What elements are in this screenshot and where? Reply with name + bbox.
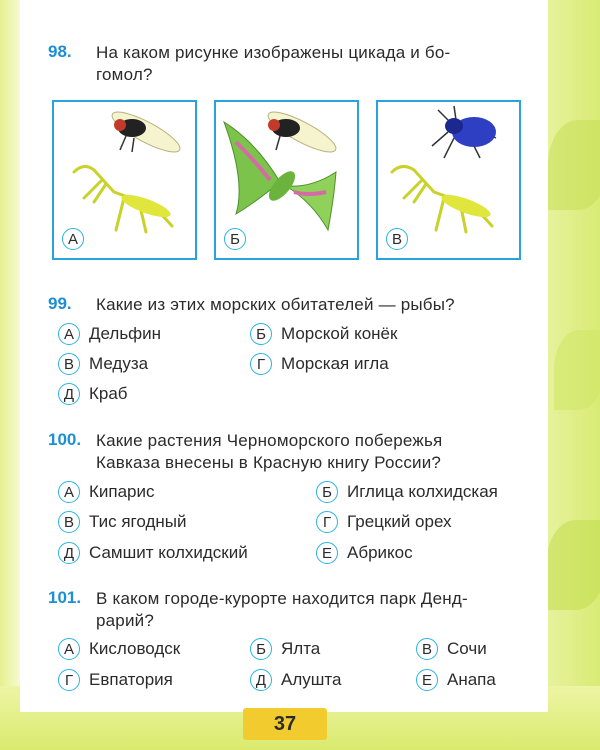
option-label: Абрикос	[347, 543, 413, 562]
option-label: Морская игла	[281, 354, 389, 373]
question-98-line-2: гомол?	[96, 65, 153, 84]
q101-option-f[interactable]	[416, 668, 496, 692]
q100-option-c[interactable]	[58, 510, 187, 534]
question-99-text: Какие из этих морских обитателей — рыбы?	[96, 295, 455, 314]
option-letter: Б	[316, 481, 338, 503]
option-letter: Д	[250, 669, 272, 691]
option-letter: Б	[250, 638, 272, 660]
q100-option-a[interactable]	[58, 480, 155, 504]
option-letter: А	[58, 323, 80, 345]
option-letter: Г	[58, 669, 80, 691]
page-number: 37	[243, 708, 327, 740]
option-label: Кипарис	[89, 482, 155, 501]
option-letter: Е	[416, 669, 438, 691]
option-letter: В	[416, 638, 438, 660]
option-label: Дельфин	[89, 324, 162, 343]
q101-option-a[interactable]	[58, 637, 180, 661]
option-label: Анапа	[447, 670, 496, 689]
option-letter: Г	[250, 353, 272, 375]
picture-b-letter-badge: Б	[224, 228, 246, 250]
option-label: Самшит колхидский	[89, 543, 248, 562]
q99-option-d[interactable]	[250, 352, 389, 376]
option-label: Медуза	[89, 354, 149, 373]
q101-option-e[interactable]	[250, 668, 341, 692]
q99-option-c[interactable]	[58, 352, 148, 376]
q101-option-d[interactable]	[58, 668, 173, 692]
picture-option-a[interactable]	[52, 100, 197, 260]
picture-a-letter-badge: А	[62, 228, 84, 250]
question-98-number: 98.	[48, 42, 72, 61]
option-label: Грецкий орех	[347, 512, 452, 531]
picture-option-b[interactable]	[214, 100, 359, 260]
option-letter: Д	[58, 542, 80, 564]
option-letter: А	[58, 638, 80, 660]
question-100-line-1: Какие растения Черноморского побережья	[96, 431, 443, 450]
option-letter: В	[58, 511, 80, 533]
q101-option-c[interactable]	[416, 637, 487, 661]
option-label: Краб	[89, 384, 128, 403]
option-letter: Г	[316, 511, 338, 533]
option-label: Евпатория	[89, 670, 173, 689]
question-101-line-2: рарий?	[96, 611, 155, 630]
question-99-number: 99.	[48, 294, 72, 313]
q99-option-a[interactable]	[58, 322, 161, 346]
q100-option-d[interactable]	[316, 510, 452, 534]
option-letter: Д	[58, 383, 80, 405]
option-letter: Е	[316, 542, 338, 564]
question-100-text	[96, 430, 526, 474]
question-98-line-1: На каком рисунке изображены цикада и бо-	[96, 43, 451, 62]
option-label: Кисловодск	[89, 639, 181, 658]
right-margin-decoration	[540, 0, 600, 750]
option-letter: А	[58, 481, 80, 503]
option-label: Иглица колхидская	[347, 482, 498, 501]
question-101-number: 101.	[48, 588, 82, 607]
question-101-text	[96, 588, 526, 632]
question-100-number: 100.	[48, 430, 82, 449]
picture-option-c[interactable]	[376, 100, 521, 260]
q101-option-b[interactable]	[250, 637, 320, 661]
question-98-text	[96, 42, 516, 86]
option-label: Алушта	[281, 670, 342, 689]
option-label: Сочи	[447, 639, 487, 658]
option-letter: В	[58, 353, 80, 375]
q100-option-b[interactable]	[316, 480, 498, 504]
q100-option-f[interactable]	[316, 541, 413, 565]
q99-option-b[interactable]	[250, 322, 397, 346]
q100-option-e[interactable]	[58, 541, 248, 565]
question-101-line-1: В каком городе-курорте находится парк Денд-	[96, 589, 468, 608]
option-label: Ялта	[281, 639, 321, 658]
option-letter: Б	[250, 323, 272, 345]
q99-option-e[interactable]	[58, 382, 128, 406]
question-100-line-2: Кавказа внесены в Красную книгу России?	[96, 453, 442, 472]
left-margin-decoration	[0, 0, 20, 750]
option-label: Морской конёк	[281, 324, 398, 343]
option-label: Тис ягодный	[89, 512, 187, 531]
picture-c-letter-badge: В	[386, 228, 408, 250]
